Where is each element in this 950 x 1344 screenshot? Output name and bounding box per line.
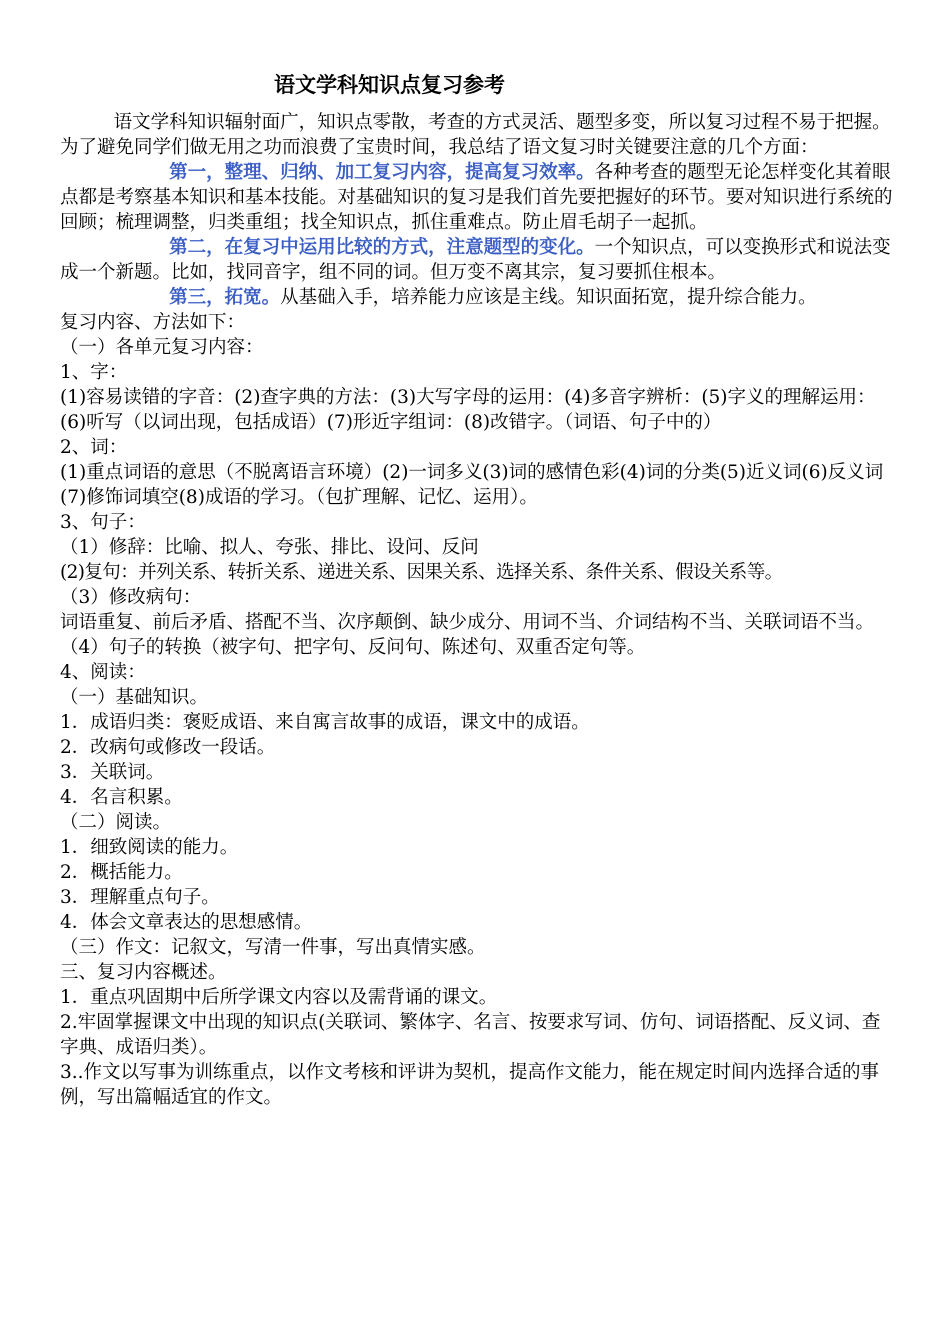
reading-basics-heading: （一）基础知识。 [60,687,209,708]
point-2-paragraph [60,235,895,285]
document-body [60,110,895,1110]
reading-item-3: 3．理解重点句子。 [60,887,220,908]
sentences-fix-text: 词语重复、前后矛盾、搭配不当、次序颠倒、缺少成分、用词不当、介词结构不当、关联词语不当。 [60,612,875,633]
item-characters-text: (1)容易读错的字音：(2)查字典的方法：(3)大写字母的运用：(4)多音字辨析：(5)字义的理解运用：(6)听写（以词出现，包括成语）(7)形近字组词：(8)改错字。（词语、句子中的） [60,387,876,433]
section-1-heading: （一）各单元复习内容： [60,337,264,358]
composition-line: （三）作文：记叙文，写清一件事，写出真情实感。 [60,937,486,958]
reading-item-2: 2．概括能力。 [60,862,183,883]
point-1-paragraph [60,160,895,235]
sentences-complex: (2)复句：并列关系、转折关系、递进关系、因果关系、选择关系、条件关系、假设关系等。 [60,562,783,583]
basics-item-4: 4．名言积累。 [60,787,183,808]
item-words-heading: 2、词： [60,437,128,458]
item-sentences-heading: 3、句子： [60,512,146,533]
page-title: 语文学科知识点复习参考 [274,73,505,97]
sentences-fix-heading: （3）修改病句： [60,587,202,608]
point-3-paragraph [60,285,895,310]
item-words-text: (1)重点词语的意思（不脱离语言环境）(2)一词多义(3)词的感情色彩(4)词的分类(5)近义词(6)反义词(7)修饰词填空(8)成语的学习。（包扩理解、记忆、运用）。 [60,462,884,508]
point-2-heading: 第二，在复习中运用比较的方式，注意题型的变化。 [169,237,595,258]
point-3-text: 从基础入手，培养能力应该是主线。知识面拓宽，提升综合能力。 [280,287,817,308]
intro-paragraph: 语文学科知识辐射面广，知识点零散，考查的方式灵活、题型多变，所以复习过程不易于把握。为了避免同学们做无用之功而浪费了宝贵时间，我总结了语文复习时关键要注意的几个方面： [60,112,891,158]
section-3-heading: 三、复习内容概述。 [60,962,227,983]
document-page [60,70,895,1110]
point-1-heading: 第一，整理、归纳、加工复习内容，提高复习效率。 [169,162,595,183]
point-2-text: 一个知识点，可以变换形式和说法变成一个新题。比如，找同音字，组不同的词。但万变不离其宗，复习要抓住根本。 [60,237,891,283]
basics-item-2: 2．改病句或修改一段话。 [60,737,276,758]
overview-item-3: 3..作文以写事为训练重点，以作文考核和评讲为契机，提高作文能力，能在规定时间内选择合适的事例，写出篇幅适宜的作文。 [60,1062,880,1108]
sentences-rhetoric: （1）修辞：比喻、拟人、夸张、排比、设问、反问 [60,537,479,558]
reading-heading: （二）阅读。 [60,812,172,833]
item-reading-heading: 4、阅读： [60,662,146,683]
reading-item-1: 1．细致阅读的能力。 [60,837,239,858]
overview-item-1: 1．重点巩固期中后所学课文内容以及需背诵的课文。 [60,987,498,1008]
overview-item-2: 2.牢固掌握课文中出现的知识点(关联词、繁体字、名言、按要求写词、仿句、词语搭配、反义词、查字典、成语归类）。 [60,1012,881,1058]
sentences-transform: （4）句子的转换（被字句、把字句、反问句、陈述句、双重否定句等。 [60,637,646,658]
basics-item-1: 1．成语归类：褒贬成语、来自寓言故事的成语，课文中的成语。 [60,712,590,733]
reading-item-4: 4．体会文章表达的思想感情。 [60,912,313,933]
point-3-heading: 第三，拓宽。 [169,287,281,308]
basics-item-3: 3．关联词。 [60,762,165,783]
methods-intro: 复习内容、方法如下： [60,312,246,333]
item-characters-heading: 1、字： [60,362,128,383]
point-1-text: 各种考查的题型无论怎样变化其着眼点都是考察基本知识和基本技能。对基础知识的复习是我们首先要把握好的环节。要对知识进行系统的回顾；梳理调整，归类重组；找全知识点，抓住重难点。防止眉毛胡子一起抓。 [60,162,893,233]
